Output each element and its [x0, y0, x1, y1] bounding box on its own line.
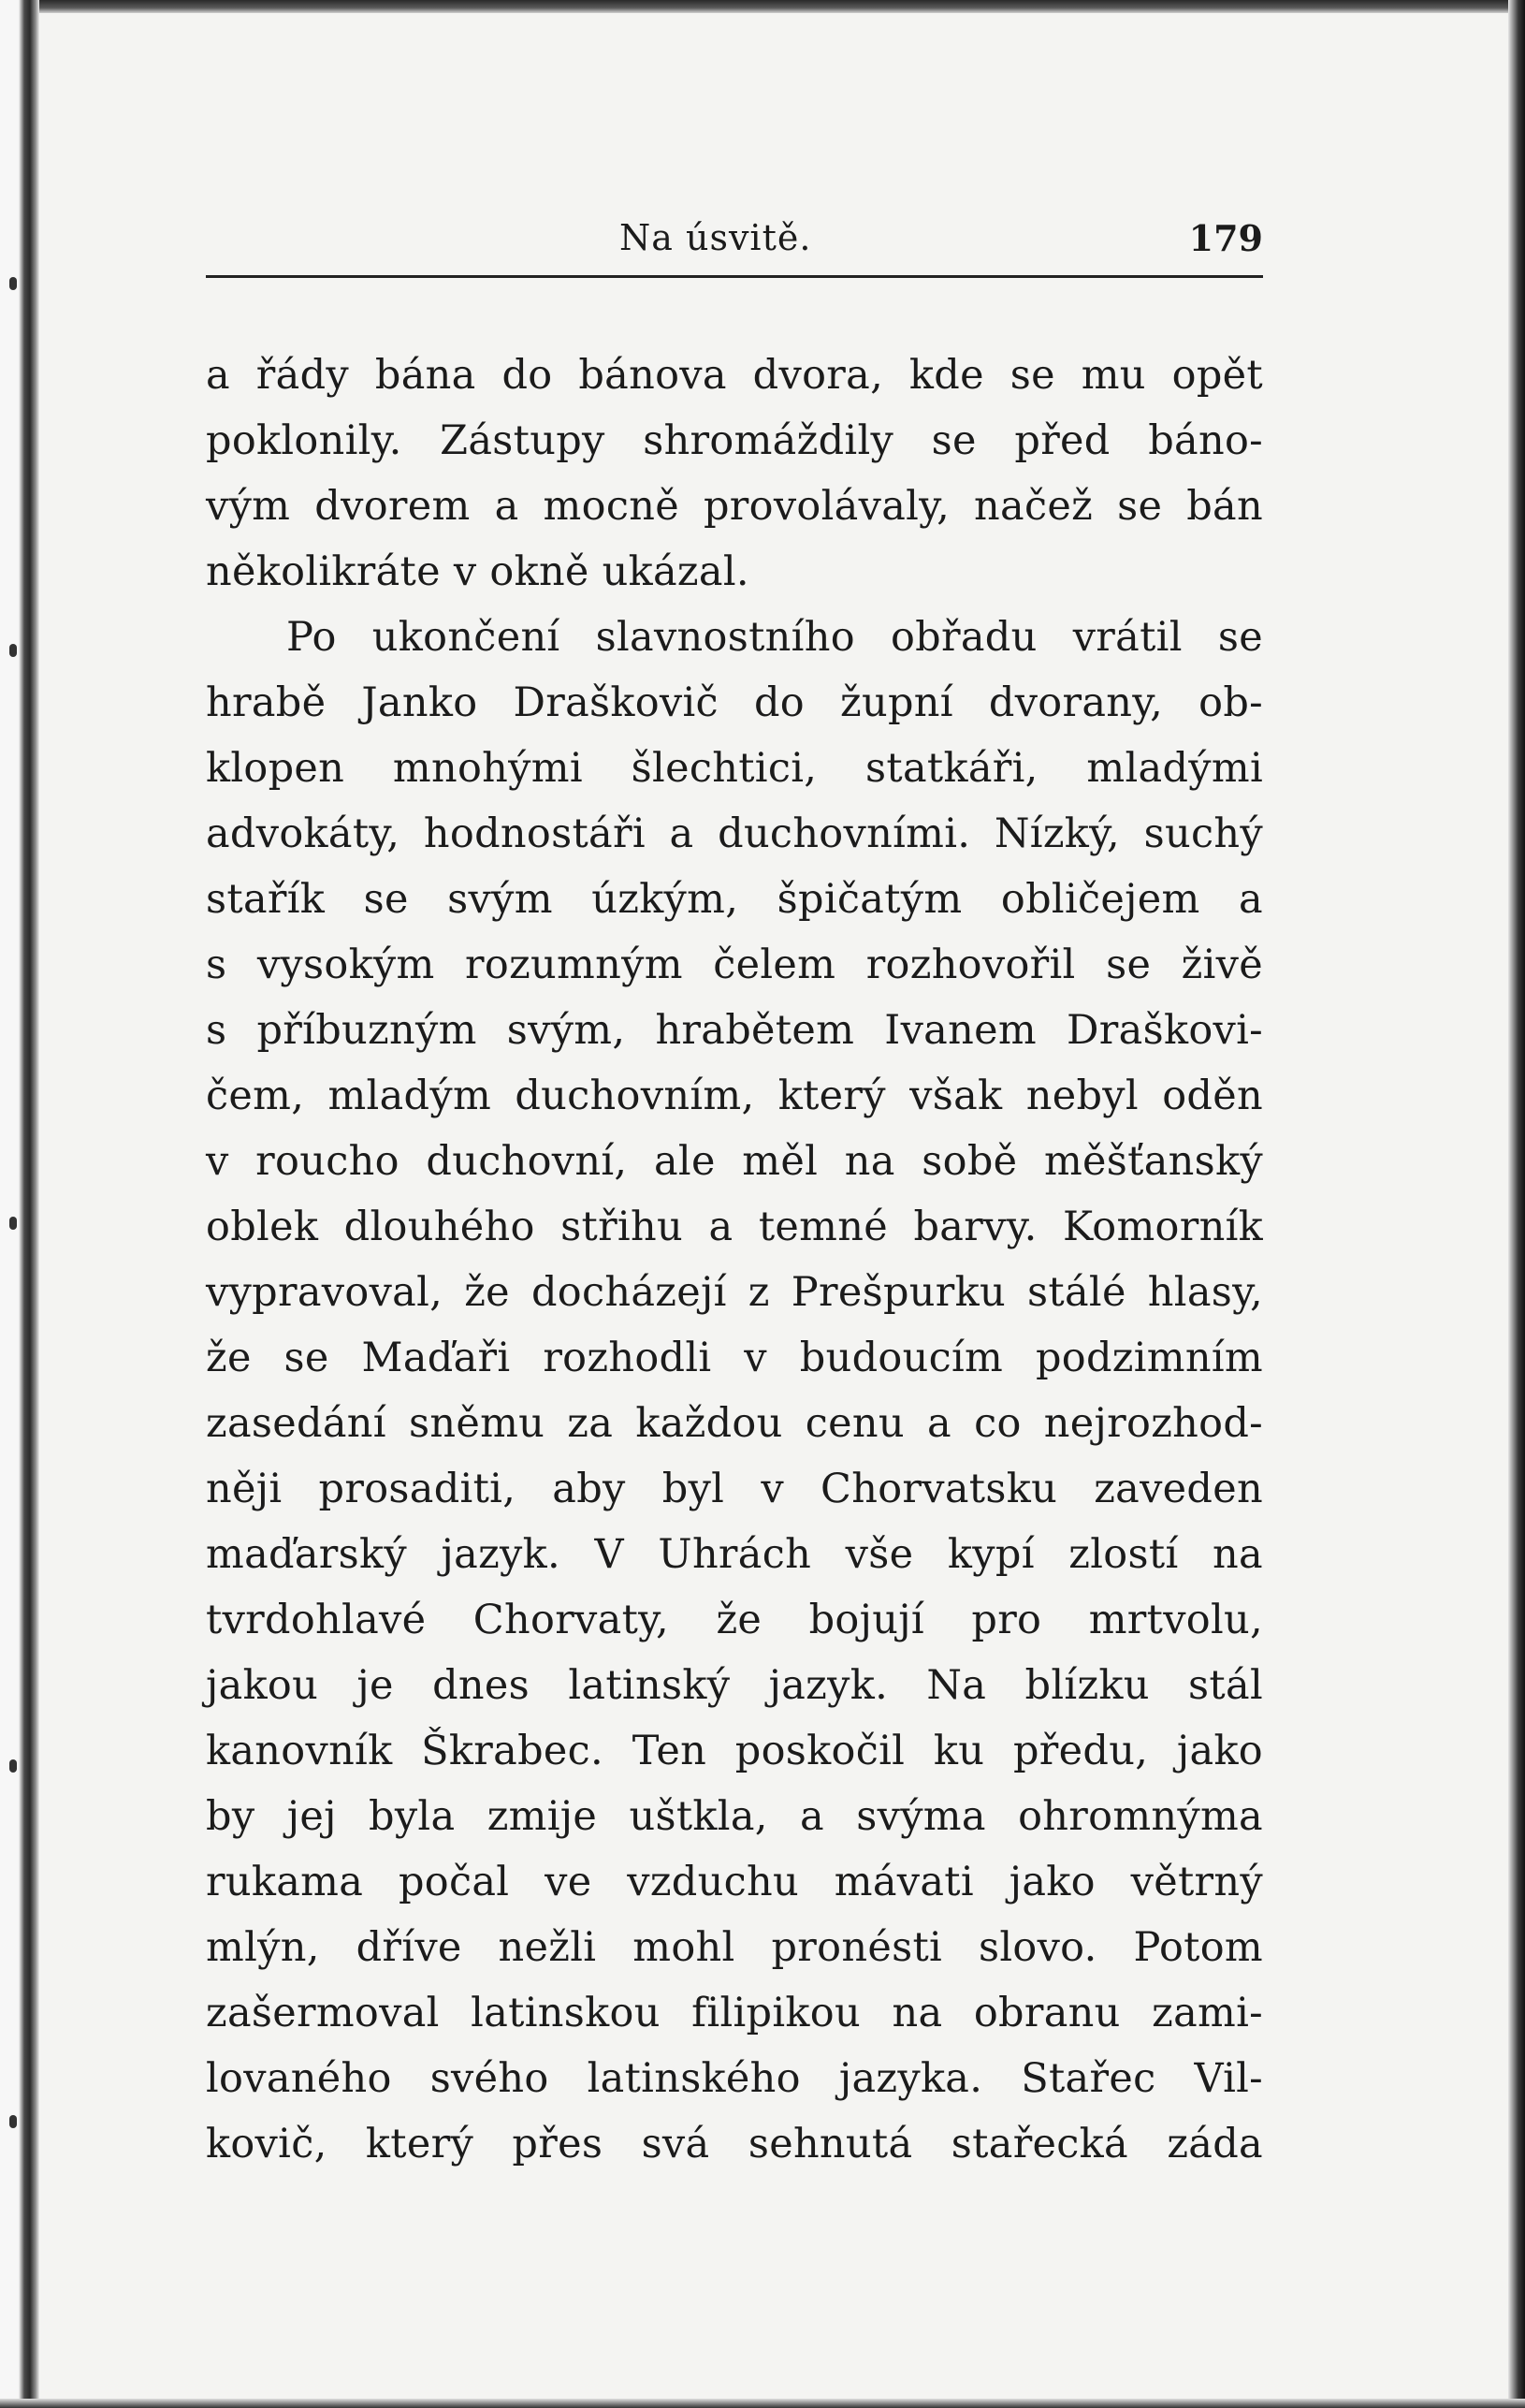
text-line: poklonily. Zástupy shromáždily se před báno-	[206, 417, 1263, 464]
text-line: oblek dlouhého střihu a temné barvy. Komorník	[206, 1204, 1263, 1250]
text-line: hrabě Janko Draškovič do župní dvorany, ob-	[206, 679, 1263, 726]
text-line: kanovník Škrabec. Ten poskočil ku předu, jako	[206, 1728, 1263, 1774]
text-line: tvrdohlavé Chorvaty, že bojují pro mrtvolu,	[206, 1597, 1263, 1643]
page-number: 179	[1188, 217, 1263, 259]
text-line: by jej byla zmije uštkla, a svýma ohromnýma	[206, 1793, 1263, 1840]
text-line: vypravoval, že docházejí z Prešpurku stálé hlasy,	[206, 1269, 1263, 1316]
text-line: v roucho duchovní, ale měl na sobě měšťanský	[206, 1138, 1263, 1185]
text-line: zasedání sněmu za každou cenu a co nejrozhod-	[206, 1400, 1263, 1447]
text-line: advokáty, hodnostáři a duchovními. Nízký, suchý	[206, 810, 1263, 857]
margin-speck	[9, 277, 17, 290]
header-rule	[206, 275, 1263, 278]
body-text	[206, 343, 1263, 2177]
margin-speck	[9, 2115, 17, 2128]
text-line: kovič, který přes svá sehnutá stařecká záda	[206, 2121, 1263, 2167]
running-head-title: Na úsvitě.	[619, 217, 812, 258]
scan-border-bottom	[0, 2399, 1525, 2408]
text-line: rukama počal ve vzduchu mávati jako větrný	[206, 1859, 1263, 1905]
text-line: několikráte v okně ukázal.	[206, 548, 749, 595]
text-line: klopen mnohými šlechtici, statkáři, mladými	[206, 745, 1263, 792]
text-line: vým dvorem a mocně provolávaly, načež se bán	[206, 483, 1263, 530]
scan-border-top	[0, 0, 1525, 13]
text-line: že se Maďaři rozhodli v budoucím podzimním	[206, 1335, 1263, 1381]
text-line: mlýn, dříve nežli mohl pronésti slovo. Potom	[206, 1924, 1263, 1971]
text-line: s příbuzným svým, hrabětem Ivanem Draškovi-	[206, 1007, 1263, 1054]
text-line: zašermoval latinskou filipikou na obranu zami-	[206, 1990, 1263, 2036]
text-line: s vysokým rozumným čelem rozhovořil se živě	[206, 941, 1263, 988]
text-line: lovaného svého latinského jazyka. Stařec Vil-	[206, 2055, 1263, 2102]
text-line: něji prosaditi, aby byl v Chorvatsku zaveden	[206, 1466, 1263, 1512]
text-line: a řády bána do bánova dvora, kde se mu opět	[206, 352, 1263, 399]
running-head	[206, 206, 1263, 271]
scan-border-right	[1508, 0, 1525, 2408]
paragraph-start-line: Po ukončení slavnostního obřadu vrátil se	[286, 614, 1263, 661]
text-line: maďarský jazyk. V Uhrách vše kypí zlostí na	[206, 1531, 1263, 1578]
text-line: stařík se svým úzkým, špičatým obličejem a	[206, 876, 1263, 923]
margin-speck	[9, 1759, 17, 1773]
scan-border-left	[0, 0, 39, 2408]
margin-speck	[9, 1217, 17, 1230]
book-page	[206, 206, 1263, 2167]
text-line: čem, mladým duchovním, který však nebyl oděn	[206, 1073, 1263, 1119]
text-line: jakou je dnes latinský jazyk. Na blízku stál	[206, 1662, 1263, 1709]
margin-speck	[9, 644, 17, 657]
